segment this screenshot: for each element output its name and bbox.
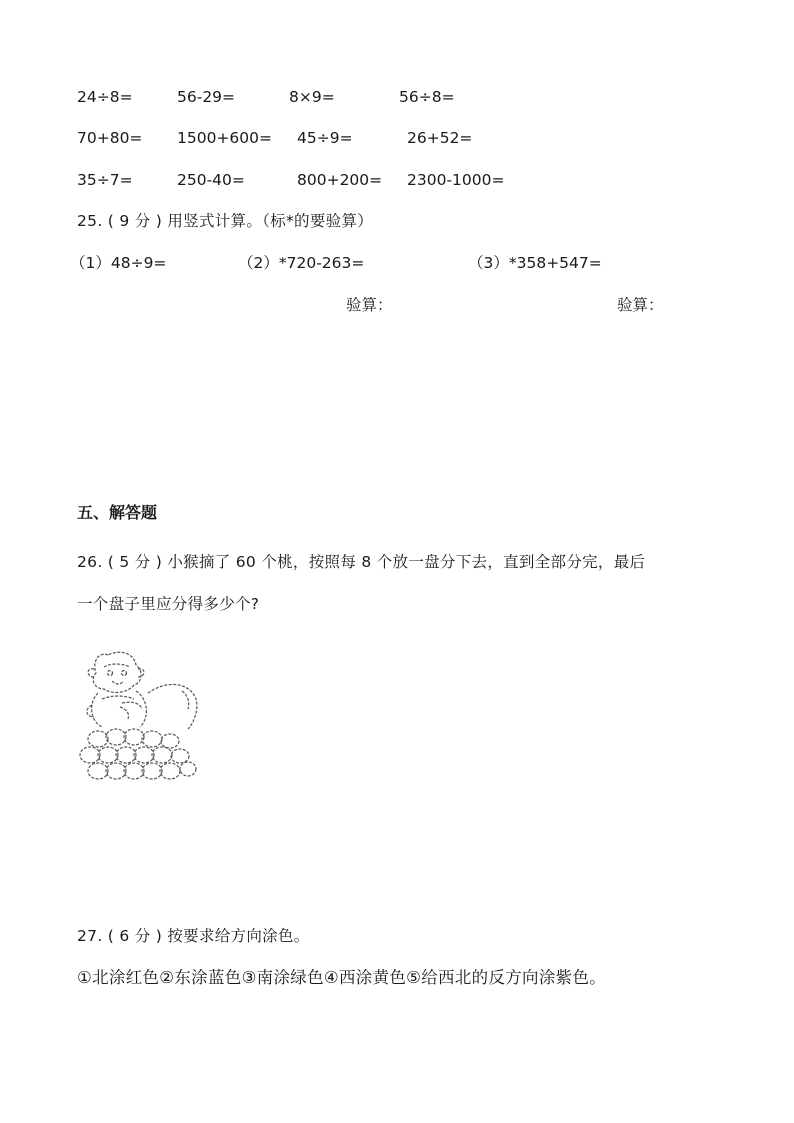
q27-title: 27. ( 6 分 ) 按要求给方向涂色。 <box>77 927 310 945</box>
q26-line-1: 26. ( 5 分 ) 小猴摘了 60 个桃，按照每 8 个放一盘分下去，直到全部分完，最后 <box>77 553 646 571</box>
arith-r1-c1: 24÷8= <box>77 88 133 106</box>
q25-check-2: 验算： <box>617 296 664 314</box>
arith-r3-c4: 2300-1000= <box>407 171 505 189</box>
arith-r1-c2: 56-29= <box>177 88 236 106</box>
q25-check-1: 验算： <box>346 296 393 314</box>
q25-item-2: （2）*720-263= <box>238 254 365 272</box>
arith-r3-c2: 250-40= <box>177 171 245 189</box>
q25-item-3: （3）*358+547= <box>468 254 602 272</box>
arith-r2-c2: 1500+600= <box>177 129 273 147</box>
arith-r1-c3: 8×9= <box>289 88 335 106</box>
q27-instruction: ①北涂红色②东涂蓝色③南涂绿色④西涂黄色⑤给西北的反方向涂紫色。 <box>77 968 607 987</box>
arith-r1-c4: 56÷8= <box>399 88 455 106</box>
q25-title: 25. ( 9 分 ) 用竖式计算。（标*的要验算） <box>77 212 374 230</box>
q26-line-2: 一个盘子里应分得多少个? <box>77 595 260 613</box>
section-5-heading: 五、解答题 <box>77 503 158 522</box>
arith-r2-c4: 26+52= <box>407 129 473 147</box>
monkey-peaches-illustration <box>78 643 200 783</box>
q25-item-1: （1）48÷9= <box>70 254 167 272</box>
arith-r3-c3: 800+200= <box>297 171 383 189</box>
arith-r2-c3: 45÷9= <box>297 129 353 147</box>
arith-r2-c1: 70+80= <box>77 129 143 147</box>
arith-r3-c1: 35÷7= <box>77 171 133 189</box>
